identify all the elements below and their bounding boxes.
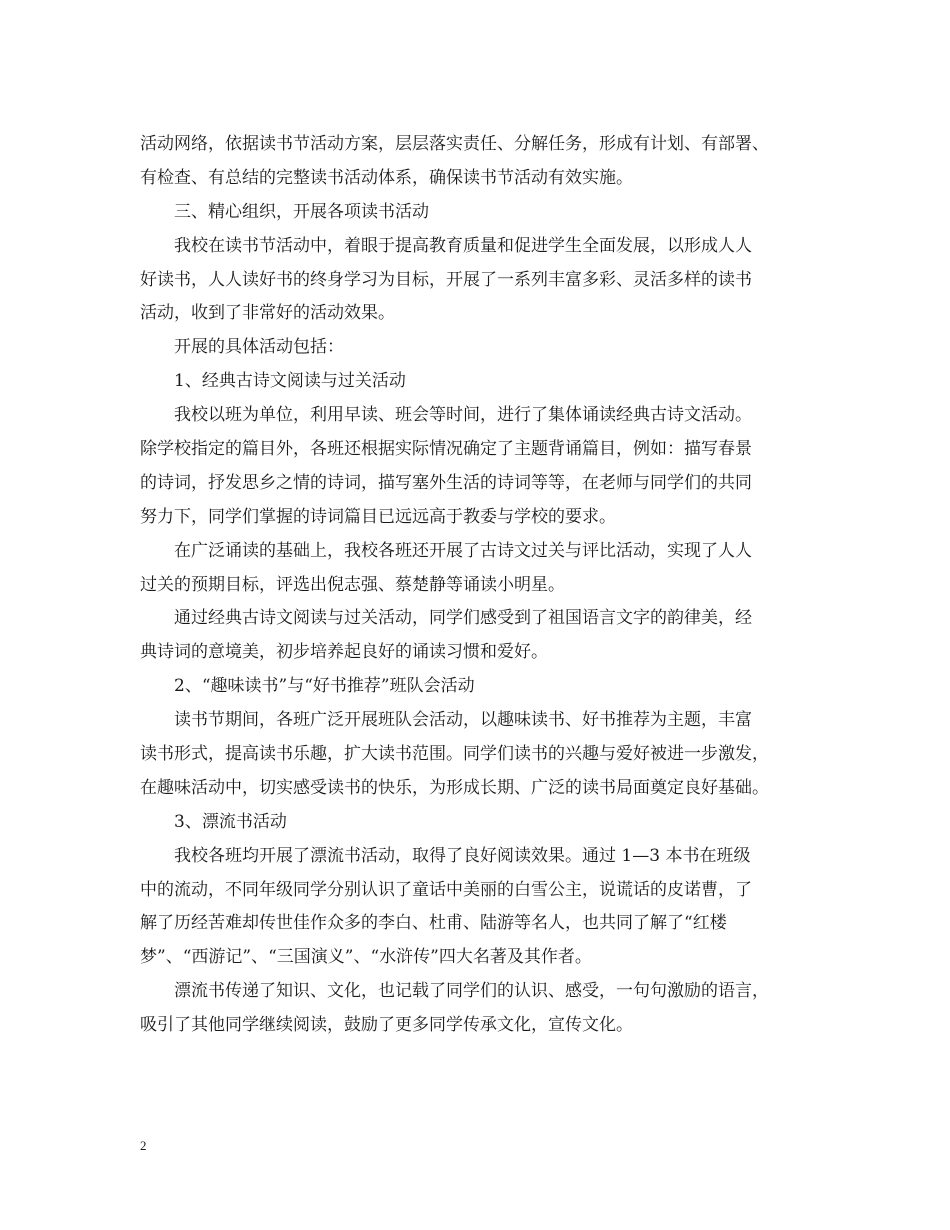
subsection-heading: 1、经典古诗文阅读与过关活动 — [174, 371, 406, 392]
text-line: 活动网络，依据读书节活动方案，层层落实责任、分解任务，形成有计划、有部署、 — [140, 134, 769, 154]
text-line: 解了历经苦难却传世佳作众多的李白、杜甫、陆游等名人，也共同了解了“红楼 — [140, 913, 727, 934]
text-line: 在趣味活动中，切实感受读书的快乐，为形成长期、广泛的读书局面奠定良好基础。 — [140, 777, 769, 798]
text-line: 我校各班均开展了漂流书活动，取得了良好阅读效果。通过 1—3 本书在班级 — [174, 845, 751, 866]
text-line: 的诗词，抒发思乡之情的诗词，描写塞外生活的诗词等等，在老师与同学们的共同 — [140, 472, 752, 493]
text-line: 活动，收到了非常好的活动效果。 — [140, 303, 395, 324]
text-line: 中的流动，不同年级同学分别认识了童话中美丽的白雪公主，说谎话的皮诺曹，了 — [140, 879, 752, 900]
text-line: 漂流书传递了知识、文化，也记载了同学们的认识、感受，一句句激励的语言， — [174, 981, 769, 1002]
text-line: 梦”、“西游记”、“三国演义”、“水浒传”四大名著及其作者。 — [140, 947, 592, 968]
text-line: 有检查、有总结的完整读书活动体系，确保读书节活动有效实施。 — [140, 167, 633, 188]
text-line: 开展的具体活动包括： — [174, 337, 344, 358]
text-line: 通过经典古诗文阅读与过关活动，同学们感受到了祖国语言文字的韵律美，经 — [174, 608, 752, 629]
text-line: 典诗词的意境美，初步培养起良好的诵读习惯和爱好。 — [140, 642, 548, 663]
text-line: 好读书，人人读好书的终身学习为目标，开展了一系列丰富多彩、灵活多样的读书 — [140, 269, 752, 290]
section-heading: 三、精心组织，开展各项读书活动 — [174, 201, 429, 222]
text-line: 我校在读书节活动中，着眼于提高教育质量和促进学生全面发展，以形成人人 — [174, 235, 752, 256]
text-line: 读书形式，提高读书乐趣，扩大读书范围。同学们读书的兴趣与爱好被进一步激发， — [140, 744, 769, 765]
text-line: 除学校指定的篇目外，各班还根据实际情况确定了主题背诵篇目，例如：描写春景 — [140, 439, 752, 460]
subsection-heading: 3、漂流书活动 — [174, 811, 287, 832]
text-line: 吸引了其他同学继续阅读，鼓励了更多同学传承文化，宣传文化。 — [140, 1015, 633, 1036]
text-line: 读书节期间，各班广泛开展班队会活动，以趣味读书、好书推荐为主题，丰富 — [174, 710, 752, 731]
page-number: 2 — [140, 1138, 147, 1153]
text-line: 在广泛诵读的基础上，我校各班还开展了古诗文过关与评比活动，实现了人人 — [174, 540, 752, 561]
text-line: 过关的预期目标，评选出倪志强、蔡楚静等诵读小明星。 — [140, 574, 565, 595]
text-line: 我校以班为单位，利用早读、班会等时间，进行了集体诵读经典古诗文活动。 — [174, 405, 752, 426]
subsection-heading: 2、“趣味读书”与“好书推荐”班队会活动 — [174, 676, 475, 697]
body-text — [140, 128, 810, 1043]
text-line: 努力下，同学们掌握的诗词篇目已远远高于教委与学校的要求。 — [140, 506, 616, 527]
